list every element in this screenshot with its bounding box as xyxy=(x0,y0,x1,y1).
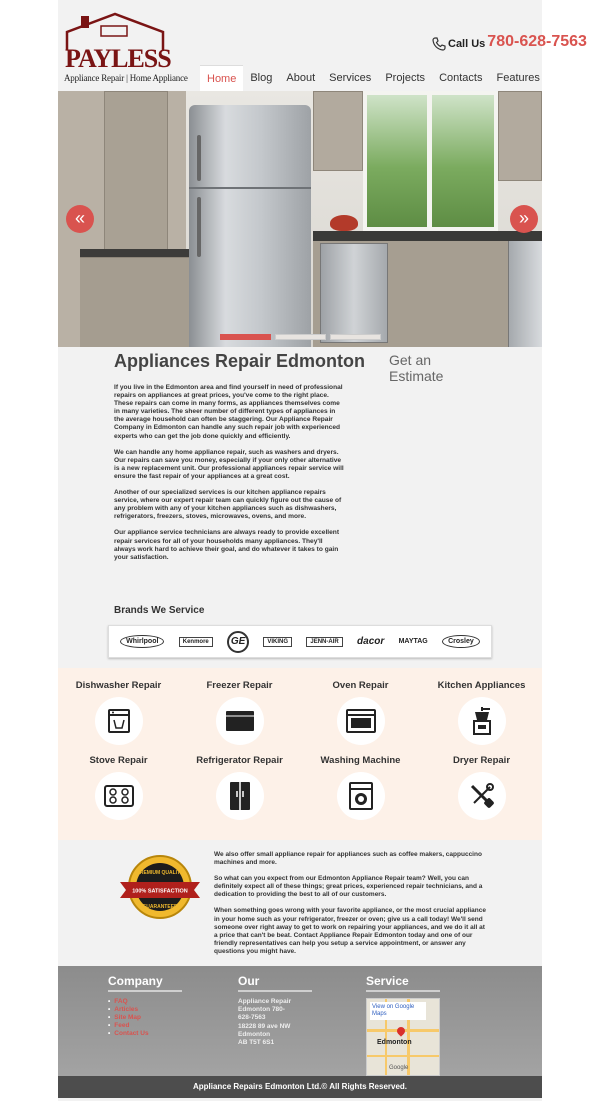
phone-number[interactable]: 780-628-7563 xyxy=(487,33,587,50)
footer-address: Appliance Repair Edmonton 780- 628-7563 18228 89 ave NW Edmonton AB T5T 6S1 xyxy=(238,998,292,1047)
footer-link-contact[interactable]: • Contact Us xyxy=(108,1030,182,1038)
refrigerator-photo xyxy=(189,105,311,347)
map-pin-icon xyxy=(395,1025,406,1036)
quality-badge-icon xyxy=(118,852,202,922)
footer-link-articles[interactable]: • Articles xyxy=(108,1006,182,1014)
nav-home[interactable]: Home xyxy=(200,65,243,91)
washing-machine-icon xyxy=(349,782,373,810)
nav-services[interactable]: Services xyxy=(329,72,372,84)
intro-text xyxy=(114,384,346,570)
footer-service-title: Service xyxy=(366,974,440,992)
phone-icon xyxy=(432,37,446,51)
brand-kenmore-logo: Kenmore xyxy=(179,637,213,647)
dishwasher-photo xyxy=(320,243,388,343)
intro-paragraph: We can handle any home appliance repair, such as washers and dryers. Our repairs can save you money, especially if your only other alternative is a new replacement unit. Our professional appliances repair service will ensure the fast repair of your appliances at a great cost. xyxy=(114,448,344,480)
brands-bar xyxy=(108,625,492,658)
service-label: Stove Repair xyxy=(89,755,148,766)
quality-section xyxy=(58,840,542,966)
service-dryer[interactable] xyxy=(421,755,542,820)
service-label: Oven Repair xyxy=(332,680,389,691)
service-label: Kitchen Appliances xyxy=(437,680,526,691)
copyright: Appliance Repairs Edmonton Ltd.© All Rights Reserved. xyxy=(58,1076,542,1098)
footer-company-links xyxy=(108,998,182,1038)
slider-dot-2[interactable] xyxy=(275,334,326,340)
footer-our-title: Our xyxy=(238,974,312,992)
footer-our xyxy=(238,972,312,1047)
badge-bottom-text: GUARANTEED xyxy=(142,904,178,910)
tools-icon xyxy=(468,782,496,810)
page-title: Appliances Repair Edmonton xyxy=(114,351,366,371)
oven-icon xyxy=(346,708,376,734)
footer-link-site-map[interactable]: • Site Map xyxy=(108,1014,182,1022)
slider-next-button[interactable]: » xyxy=(510,205,538,233)
footer xyxy=(58,966,542,1076)
intro-paragraph: If you live in the Edmonton area and find yourself in need of professional repairs on appliances at great prices, you've come to the right place. These repairs can come in many forms, as appliances themselves come in many varieties. The sheer number of different types of appliances in the average household can often be staggering. Our Appliance Repair Company in Edmonton can handle any such repair job with experienced experts who can get the job done quickly and efficiently. xyxy=(114,384,343,440)
nav-blog[interactable]: Blog xyxy=(250,72,273,84)
logo-brand: PAYLESS xyxy=(65,44,171,73)
slider-dot-3[interactable] xyxy=(330,334,381,340)
brand-dacor-logo: dacor xyxy=(357,636,385,647)
page xyxy=(58,0,587,1101)
get-estimate-link[interactable]: Get an Estimate xyxy=(389,352,444,384)
brand-jennair-logo: JENN-AIR xyxy=(306,637,342,647)
brand-ge-logo: GE xyxy=(227,631,249,653)
slider-pagination xyxy=(220,334,381,340)
services-section xyxy=(58,668,542,840)
slider-prev-button[interactable]: « xyxy=(66,205,94,233)
nav-features[interactable]: Features xyxy=(496,72,540,84)
stove-icon xyxy=(104,785,134,807)
map-google-label: Google xyxy=(389,1065,409,1071)
service-dishwasher[interactable] xyxy=(58,680,179,745)
quality-text xyxy=(214,851,490,964)
main-nav xyxy=(200,65,547,91)
dishwasher-icon xyxy=(106,708,132,734)
brand-whirlpool-logo: Whirlpool xyxy=(120,635,164,648)
service-label: Refrigerator Repair xyxy=(196,755,283,766)
hero-slider xyxy=(58,91,542,347)
footer-link-feed[interactable]: • Feed xyxy=(108,1022,182,1030)
call-us[interactable] xyxy=(432,34,587,54)
nav-contacts[interactable]: Contacts xyxy=(439,72,483,84)
service-washing-machine[interactable] xyxy=(300,755,421,820)
logo-tagline: Appliance Repair | Home Appliance xyxy=(64,73,188,83)
refrigerator-icon xyxy=(229,781,251,811)
freezer-icon xyxy=(225,708,255,734)
badge-top-text: PREMIUM QUALITY xyxy=(136,870,184,876)
service-refrigerator[interactable] xyxy=(179,755,300,820)
slider-dot-1[interactable] xyxy=(220,334,271,340)
service-stove[interactable] xyxy=(58,755,179,820)
nav-about[interactable]: About xyxy=(286,72,316,84)
quality-paragraph: When something goes wrong with your favorite appliance, or the most crucial appliance in your home such as your refrigerator, freezer or oven; give us a call today! We'll send someone over right away to get to work on repairing your appliances, and we do it all at a price that can't be beat. Contact Appliance Repair Edmonton today and one of our friendly representatives can help you setup a service appointment, or answer any questions you might have. xyxy=(214,907,486,955)
service-label: Freezer Repair xyxy=(206,680,273,691)
google-map[interactable] xyxy=(366,998,440,1076)
service-label: Dryer Repair xyxy=(452,755,511,766)
kitchen-window xyxy=(363,91,498,231)
service-oven[interactable] xyxy=(300,680,421,745)
footer-link-faq[interactable]: • FAQ xyxy=(108,998,182,1006)
quality-paragraph: So what can you expect from our Edmonton Appliance Repair team? Well, you can definitely expect all of these things; great prices, experienced repair technicians, and a dedication to providing the best to all of our customers. xyxy=(214,875,483,899)
brand-maytag-logo: MAYTAG xyxy=(398,638,428,645)
service-label: Dishwasher Repair xyxy=(75,680,162,691)
service-label: Washing Machine xyxy=(320,755,401,766)
grinder-icon xyxy=(470,706,494,736)
quality-paragraph: We also offer small appliance repair for appliances such as coffee makers, cappuccino machines and more. xyxy=(214,851,482,867)
logo[interactable] xyxy=(63,12,188,84)
service-kitchen-appliances[interactable] xyxy=(421,680,542,745)
intro-paragraph: Another of our specialized services is our kitchen appliance repairs service, where our expert repair team can quickly figure out the cause of any problem with any of your kitchen appliances such as dishwashers, refrigerators, freezers, stoves, microwaves, ovens, and more. xyxy=(114,489,342,521)
intro-paragraph: Our appliance service technicians are always ready to provide excellent repair services for all of your households many appliances. They'll always work hard to achieve their goal, and do whatever it takes to gain your satisfaction. xyxy=(114,529,340,561)
brand-viking-logo: VIKING xyxy=(263,637,292,647)
service-freezer[interactable] xyxy=(179,680,300,745)
brands-title: Brands We Service xyxy=(114,605,205,616)
call-label: Call Us xyxy=(448,38,486,50)
footer-service xyxy=(366,972,440,1076)
footer-company-title: Company xyxy=(108,974,182,992)
badge-middle-text: 100% SATISFACTION xyxy=(132,888,188,895)
view-on-google-maps-link[interactable]: View on Google Maps xyxy=(370,1002,426,1020)
footer-company xyxy=(108,972,182,1038)
map-city-label: Edmonton xyxy=(377,1039,412,1046)
brand-crosley-logo: Crosley xyxy=(442,635,480,648)
nav-projects[interactable]: Projects xyxy=(385,72,426,84)
